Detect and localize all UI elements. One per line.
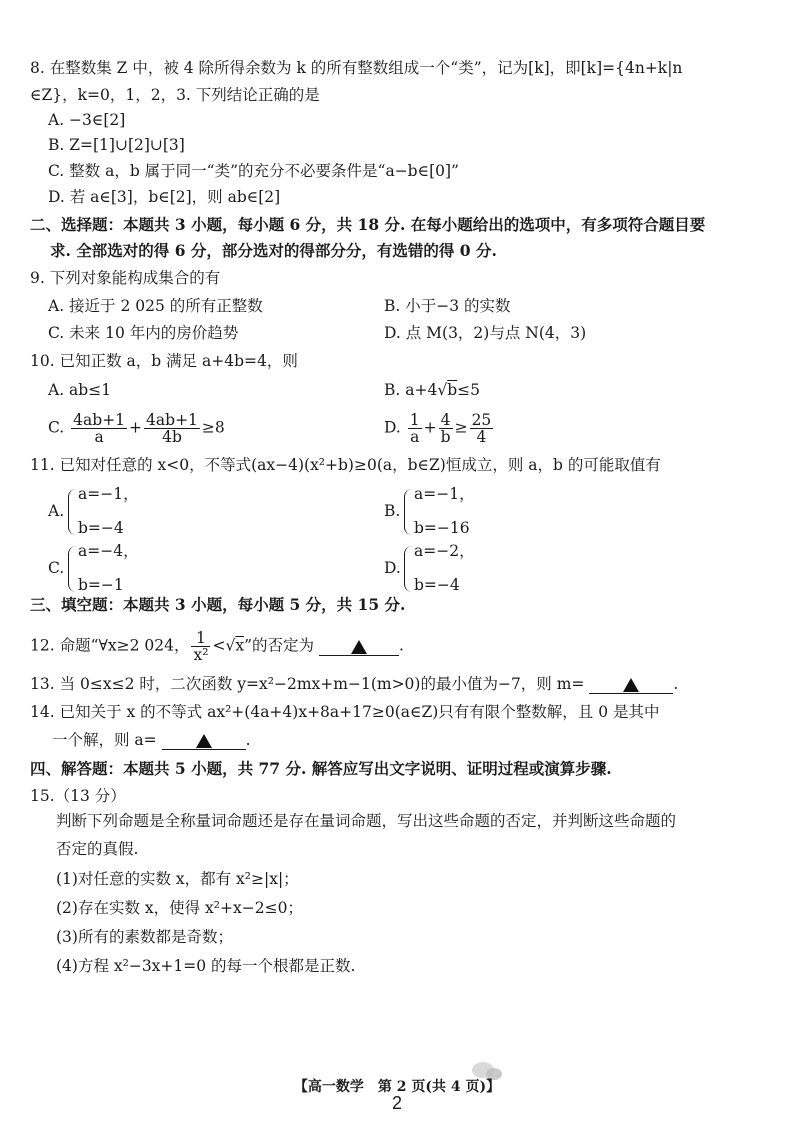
q8-stem-line2: ∈Z}，k=0，1，2，3. 下列结论正确的是 xyxy=(30,86,320,104)
q12-suffix: ”的否定为 xyxy=(244,636,315,655)
q9-option-c: C. 未来 10 年内的房价趋势 xyxy=(48,324,239,342)
fraction-numerator: 25 xyxy=(471,411,492,429)
q13-text: 13. 当 0≤x≤2 时，二次函数 y=x²−2mx+m−1(m>0)的最小值为−7，则 m= xyxy=(30,675,585,693)
left-brace xyxy=(404,489,413,535)
q11-d-row1: a=−2， xyxy=(414,542,475,560)
q10-option-a: A. ab≤1 xyxy=(48,381,112,399)
q8-stem-line1: 8. 在整数集 Z 中，被 4 除所得余数为 k 的所有整数组成一个“类”，记为[k]，即[k]={4n+k|n xyxy=(30,59,683,77)
q15-item-1: (1)对任意的实数 x，都有 x²≥|x|； xyxy=(56,870,299,888)
q11-b-row1: a=−1， xyxy=(414,485,475,503)
q10-d-label: D. xyxy=(384,418,401,437)
lt-sign: < xyxy=(212,636,226,655)
fraction-denominator: 4b xyxy=(162,428,182,446)
q10-b-prefix: B. a+4 xyxy=(384,381,438,399)
q10-c-fraction-2 xyxy=(144,412,200,445)
q11-b-row2: b=−16 xyxy=(414,519,470,537)
q14-line1: 14. 已知关于 x 的不等式 ax²+(4a+4)x+8a+17≥0(a∈Z)只有有限个整数解，且 0 是其中 xyxy=(30,703,660,721)
q11-d-label: D. xyxy=(384,559,401,577)
q11-stem: 11. 已知对任意的 x<0，不等式(ax−4)(x²+b)≥0(a，b∈Z)恒成立，则 a，b 的可能取值有 xyxy=(30,456,661,474)
q13-line xyxy=(30,673,678,695)
q10-b-radicand: b xyxy=(447,381,458,399)
q11-option-d xyxy=(384,540,584,600)
triangle-icon xyxy=(623,678,639,692)
fraction-numerator: 1 xyxy=(191,630,210,647)
q11-a-row1: a=−1， xyxy=(78,485,139,503)
fraction-numerator: 1 xyxy=(409,411,420,429)
fraction-denominator: a xyxy=(410,428,420,446)
q9-stem: 9. 下列对象能构成集合的有 xyxy=(30,269,221,287)
q8-option-d: D. 若 a∈[3]，b∈[2]，则 ab∈[2] xyxy=(48,188,281,206)
q8-option-c: C. 整数 a，b 属于同一“类”的充分不必要条件是“a−b∈[0]” xyxy=(48,162,459,180)
section4-heading: 四、解答题：本题共 5 小题，共 77 分. 解答应写出文字说明、证明过程或演算步骤. xyxy=(30,759,612,778)
q15-stem-line2: 否定的真假. xyxy=(56,840,139,858)
triangle-icon xyxy=(196,734,212,748)
q10-d-fraction-1 xyxy=(408,412,422,445)
triangle-icon xyxy=(351,640,367,654)
q11-a-label: A. xyxy=(48,502,65,520)
left-brace xyxy=(68,546,77,592)
q12-radicand: x xyxy=(235,636,245,655)
fraction-numerator: 4 xyxy=(439,412,453,429)
q13-end: . xyxy=(673,675,679,693)
fraction-denominator: a xyxy=(94,428,104,446)
q15-stem-line1: 判断下列命题是全称量词命题还是存在量词命题，写出这些命题的否定，并判断这些命题的 xyxy=(56,812,677,830)
q15-item-4: (4)方程 x²−3x+1=0 的每一个根都是正数. xyxy=(56,957,356,975)
q14-line2 xyxy=(52,729,251,751)
q11-a-row2: b=−4 xyxy=(78,519,124,537)
section3-heading: 三、填空题：本题共 3 小题，每小题 5 分，共 15 分. xyxy=(30,595,406,614)
plus-sign: + xyxy=(423,418,437,437)
sqrt-symbol: √ xyxy=(225,636,236,655)
left-brace xyxy=(68,489,77,535)
fraction-numerator: 4ab+1 xyxy=(146,411,198,429)
q8-option-a: A. −3∈[2] xyxy=(48,111,126,129)
ge-sign: ≥ xyxy=(454,418,468,437)
q10-d-fraction-3 xyxy=(470,412,494,445)
q14-line2-prefix: 一个解，则 a= xyxy=(52,731,157,749)
section2-heading-line1: 二、选择题：本题共 3 小题，每小题 6 分，共 18 分. 在每小题给出的选项中，有多项符合题目要 xyxy=(30,215,706,234)
q10-stem: 10. 已知正数 a，b 满足 a+4b=4，则 xyxy=(30,352,298,370)
q15-head: 15.（13 分） xyxy=(30,787,126,805)
q11-option-b xyxy=(384,483,584,543)
q10-c-suffix: ≥8 xyxy=(201,418,225,437)
fraction-denominator: 4 xyxy=(476,428,487,446)
section2-heading-line2: 求. 全部选对的得 6 分，部分选对的得部分分，有选错的得 0 分. xyxy=(50,241,497,260)
q9-option-a: A. 接近于 2 025 的所有正整数 xyxy=(48,297,263,315)
fraction-denominator: x² xyxy=(193,646,209,664)
fraction-denominator: b xyxy=(440,428,451,446)
q12-end: . xyxy=(398,636,404,655)
plus-sign: + xyxy=(129,418,143,437)
q9-option-d: D. 点 M(3，2)与点 N(4，3) xyxy=(384,324,587,342)
q10-option-c xyxy=(48,412,225,445)
q14-end: . xyxy=(245,731,251,749)
fraction-numerator: 4ab+1 xyxy=(73,411,126,429)
page-footer: 【高一数学 第 2 页(共 4 页)】 xyxy=(293,1079,501,1095)
page-number: 2 xyxy=(391,1093,402,1113)
answer-blank[interactable] xyxy=(319,637,399,656)
q11-c-row1: a=−4， xyxy=(78,542,139,560)
q11-b-label: B. xyxy=(384,502,401,520)
q9-option-b: B. 小于−3 的实数 xyxy=(384,297,511,315)
q10-option-b xyxy=(384,379,480,401)
q11-c-row2: b=−1 xyxy=(78,576,124,594)
q10-d-fraction-2 xyxy=(439,412,453,445)
q15-item-2: (2)存在实数 x，使得 x²+x−2≤0； xyxy=(56,899,303,917)
sqrt-symbol: √ xyxy=(437,381,448,399)
q10-c-fraction-1 xyxy=(71,412,127,445)
q10-option-d xyxy=(384,412,495,445)
q11-c-label: C. xyxy=(48,559,65,577)
q11-option-a xyxy=(48,483,248,543)
q15-item-3: (3)所有的素数都是奇数； xyxy=(56,928,233,946)
left-brace xyxy=(404,546,413,592)
q12-prefix: 12. 命题“∀x≥2 024， xyxy=(30,636,190,655)
answer-blank[interactable] xyxy=(589,675,673,694)
answer-blank[interactable] xyxy=(162,731,246,750)
q11-option-c xyxy=(48,540,248,600)
q11-d-row2: b=−4 xyxy=(414,576,460,594)
q12-line xyxy=(30,630,404,663)
q10-c-label: C. xyxy=(48,418,65,437)
q12-fraction xyxy=(191,630,210,663)
q10-b-suffix: ≤5 xyxy=(457,381,481,399)
q8-option-b: B. Z=[1]∪[2]∪[3] xyxy=(48,136,185,154)
